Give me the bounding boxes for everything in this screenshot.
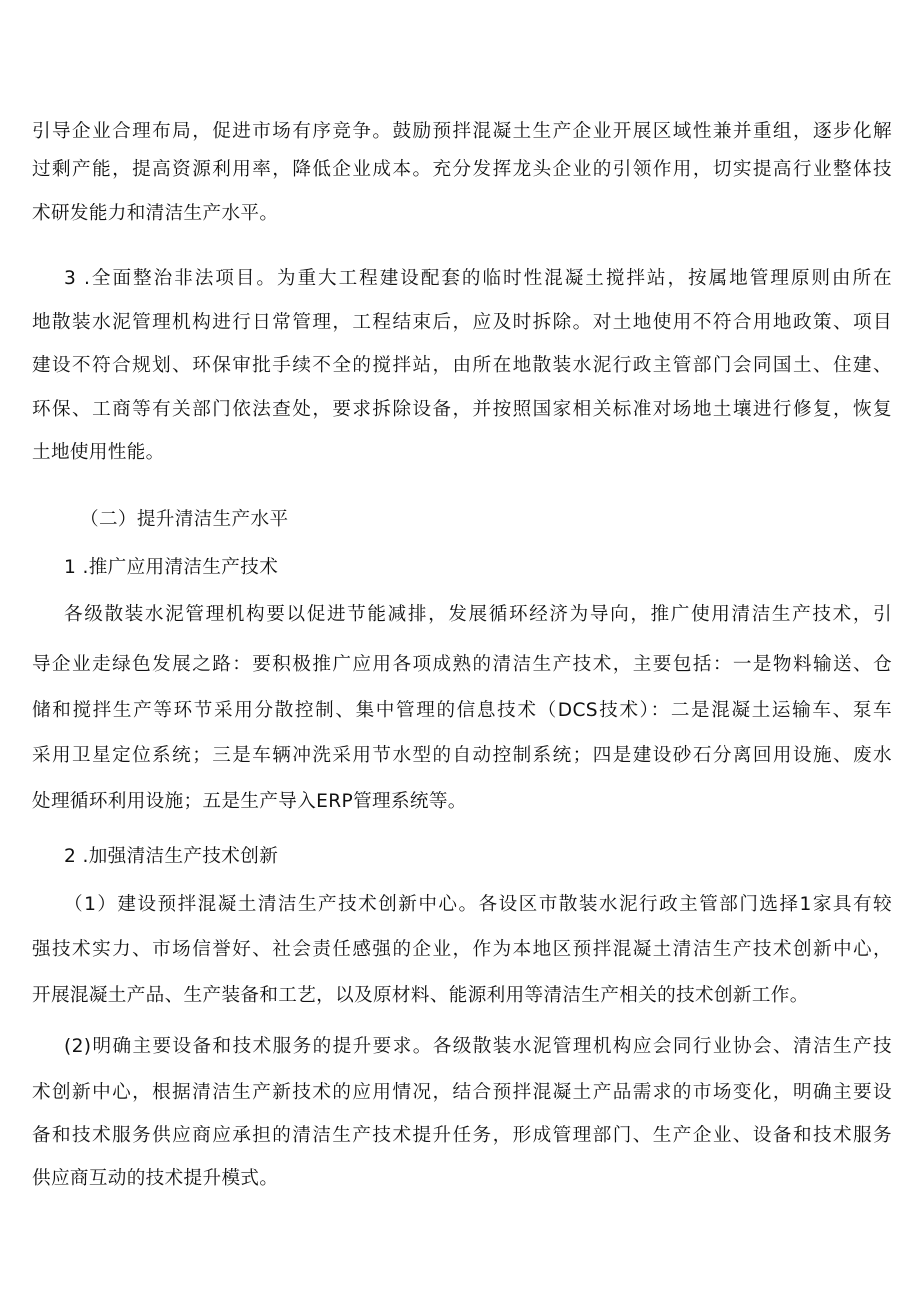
paragraph-line: 供应商互动的技术提升模式。 — [32, 1168, 279, 1189]
paragraph-line: 各级散装水泥管理机构要以促进节能减排，发展循环经济为导向，推广使用清洁生产技术，引 — [64, 604, 892, 625]
paragraph-line: 术创新中心，根据清洁生产新技术的应用情况，结合预拌混凝土产品需求的市场变化，明确主要设 — [32, 1082, 892, 1103]
paragraph-line: 采用卫星定位系统；三是车辆冲洗采用节水型的自动控制系统；四是建设砂石分离回用设施、废水 — [32, 745, 892, 766]
paragraph-line: 3 .全面整治非法项目。为重大工程建设配套的临时性混凝土搅拌站，按属地管理原则由所在 — [64, 268, 892, 289]
paragraph-line: （1）建设预拌混凝土清洁生产技术创新中心。各设区市散装水泥行政主管部门选择1家具有较 — [64, 894, 892, 915]
paragraph-line: 强技术实力、市场信誉好、社会责任感强的企业，作为本地区预拌混凝土清洁生产技术创新中心， — [32, 939, 892, 960]
paragraph-line: 术研发能力和清洁生产水平。 — [32, 203, 279, 224]
paragraph-line: 环保、工商等有关部门依法查处，要求拆除设备，并按照国家相关标准对场地土壤进行修复，恢复 — [32, 399, 892, 420]
paragraph-line: 导企业走绿色发展之路：要积极推广应用各项成熟的清洁生产技术，主要包括：一是物料输送、仓 — [32, 654, 892, 675]
paragraph-line: 过剩产能，提高资源利用率，降低企业成本。充分发挥龙头企业的引领作用，切实提高行业整体技 — [32, 159, 892, 180]
subsection-heading: 2 .加强清洁生产技术创新 — [64, 846, 279, 867]
paragraph-line: 储和搅拌生产等环节采用分散控制、集中管理的信息技术（DCS技术）：二是混凝土运输车、泵车 — [32, 700, 892, 721]
paragraph-line: 开展混凝土产品、生产装备和工艺，以及原材料、能源利用等清洁生产相关的技术创新工作。 — [32, 985, 809, 1006]
subsection-heading: 1 .推广应用清洁生产技术 — [64, 557, 279, 578]
paragraph-line: 土地使用性能。 — [32, 442, 165, 463]
paragraph-line: 处理循环利用设施；五是生产导入ERP管理系统等。 — [32, 791, 467, 812]
paragraph-line: 建设不符合规划、环保审批手续不全的搅拌站，由所在地散装水泥行政主管部门会同国土、住建、 — [32, 355, 892, 376]
paragraph-line: 引导企业合理布局，促进市场有序竞争。鼓励预拌混凝土生产企业开展区域性兼并重组，逐步化解 — [32, 121, 892, 142]
paragraph-line: 备和技术服务供应商应承担的清洁生产技术提升任务，形成管理部门、生产企业、设备和技术服务 — [32, 1125, 892, 1146]
paragraph-line: 地散装水泥管理机构进行日常管理，工程结束后，应及时拆除。对土地使用不符合用地政策、项目 — [32, 312, 892, 333]
paragraph-line: (2)明确主要设备和技术服务的提升要求。各级散装水泥管理机构应会同行业协会、清洁生产技 — [64, 1036, 892, 1057]
section-heading: （二）提升清洁生产水平 — [80, 509, 289, 530]
